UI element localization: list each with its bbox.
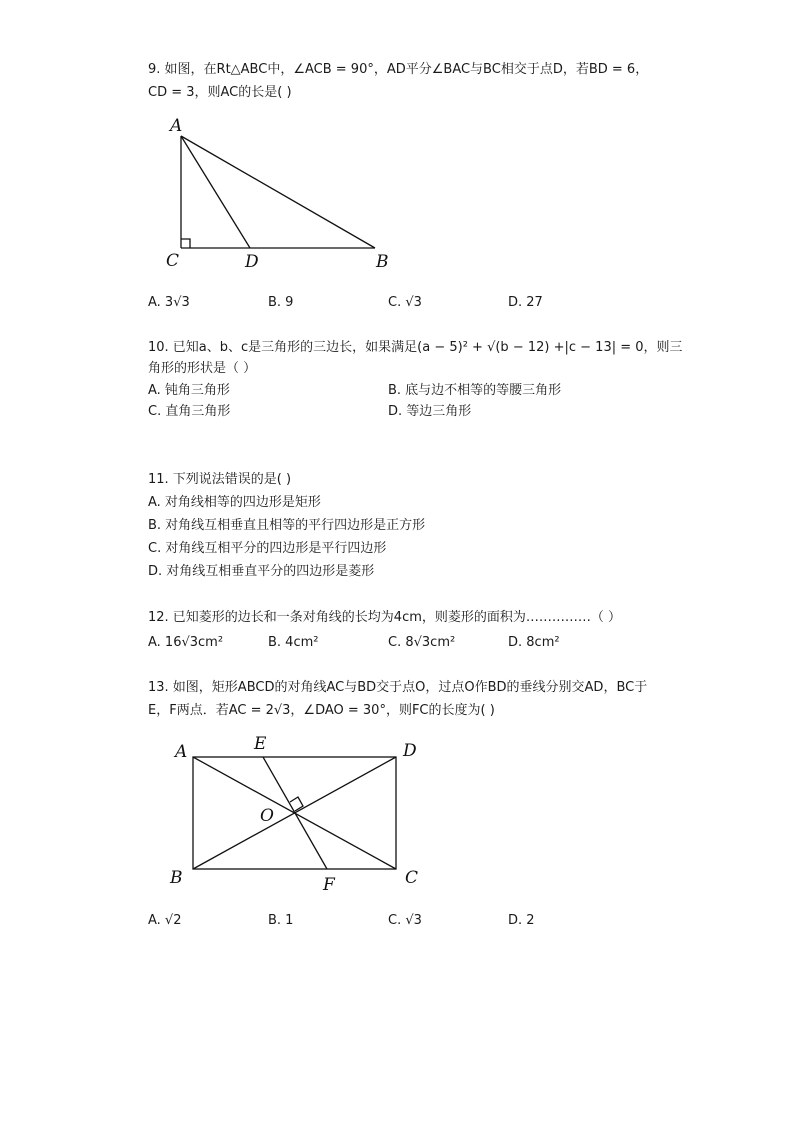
q13-stem-line2: E，F两点．若AC = 2√3，∠DAO = 30°，则FC的长度为( ) <box>148 703 495 718</box>
q13-label-O: O <box>260 806 274 826</box>
q13-label-D: D <box>403 741 417 761</box>
q13-option-b[interactable]: B. 1 <box>268 913 294 928</box>
q13-option-a[interactable]: A. √2 <box>148 913 182 928</box>
q9-option-d[interactable]: D. 27 <box>508 295 543 310</box>
q12-option-d[interactable]: D. 8cm² <box>508 635 560 650</box>
q11-option-b[interactable]: B. 对角线互相垂直且相等的平行四边形是正方形 <box>148 518 426 533</box>
q12-option-c[interactable]: C. 8√3cm² <box>388 635 456 650</box>
q10-option-a[interactable]: A. 钝角三角形 <box>148 383 230 398</box>
q13-label-B: B <box>170 868 183 888</box>
q9-label-B: B <box>376 252 389 272</box>
q13-stem-line1: 13. 如图，矩形ABCD的对角线AC与BD交于点O，过点O作BD的垂线分别交AD，BC于 <box>148 680 648 695</box>
q13-option-c[interactable]: C. √3 <box>388 913 422 928</box>
q12-stem-line1: 12. 已知菱形的边长和一条对角线的长均为4cm，则菱形的面积为……………（ ） <box>148 610 622 625</box>
q9-stem-line1: 9. 如图，在Rt△ABC中，∠ACB = 90°，AD平分∠BAC与BC相交于点D，若BD = 6， <box>148 62 649 77</box>
q13-label-F: F <box>323 875 335 895</box>
q9-label-D: D <box>245 252 259 272</box>
q10-stem-line1: 10. 已知a、b、c是三角形的三边长，如果满足(a − 5)² + √(b − 12) +|c − 13| = 0，则三 <box>148 340 683 355</box>
q13-option-d[interactable]: D. 2 <box>508 913 535 928</box>
q9-option-c[interactable]: C. √3 <box>388 295 422 310</box>
q11-stem-line1: 11. 下列说法错误的是( ) <box>148 472 292 487</box>
q13-label-C: C <box>405 868 419 888</box>
q10-option-c[interactable]: C. 直角三角形 <box>148 404 231 419</box>
q10-option-d[interactable]: D. 等边三角形 <box>388 404 472 419</box>
q13-label-E: E <box>254 734 267 754</box>
q11-option-a[interactable]: A. 对角线相等的四边形是矩形 <box>148 495 321 510</box>
q13-label-A: A <box>175 742 188 762</box>
q11-option-c[interactable]: C. 对角线互相平分的四边形是平行四边形 <box>148 541 387 556</box>
q9-option-a[interactable]: A. 3√3 <box>148 295 190 310</box>
q9-label-C: C <box>166 251 180 271</box>
q9-stem-line2: CD = 3，则AC的长是( ) <box>148 85 292 100</box>
q9-option-b[interactable]: B. 9 <box>268 295 294 310</box>
q10-stem-line2: 角形的形状是（ ） <box>148 361 257 376</box>
q12-option-b[interactable]: B. 4cm² <box>268 635 319 650</box>
q12-option-a[interactable]: A. 16√3cm² <box>148 635 224 650</box>
q10-option-b[interactable]: B. 底与边不相等的等腰三角形 <box>388 383 562 398</box>
q11-option-d[interactable]: D. 对角线互相垂直平分的四边形是菱形 <box>148 564 375 579</box>
q9-label-A: A <box>170 116 183 136</box>
